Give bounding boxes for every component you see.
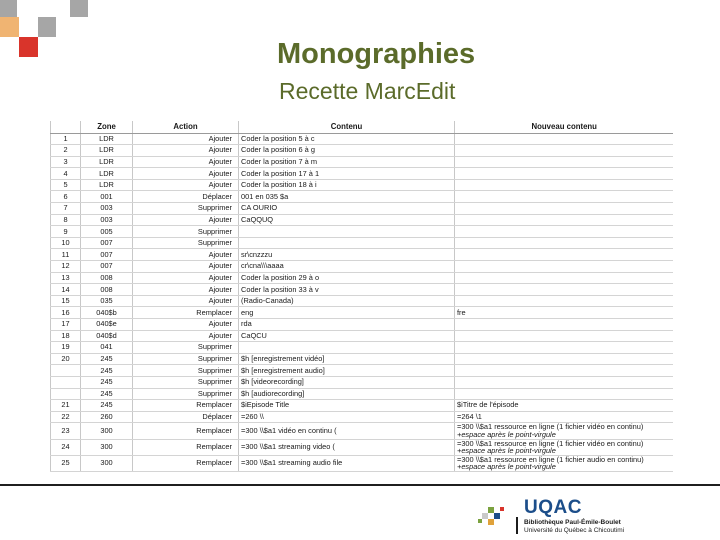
row-action: Supprimer — [133, 388, 239, 400]
red-square — [19, 37, 38, 57]
row-action: Ajouter — [133, 133, 239, 145]
row-action: Ajouter — [133, 284, 239, 296]
row-number: 1 — [51, 133, 81, 145]
row-zone: 008 — [81, 272, 133, 284]
table-row — [51, 168, 674, 180]
row-number: 19 — [51, 342, 81, 354]
row-number: 13 — [51, 272, 81, 284]
table-row — [51, 439, 674, 455]
row-contenu: cr\cna\\\aaaa — [239, 261, 455, 273]
table-row — [51, 214, 674, 226]
table-row — [51, 295, 674, 307]
row-contenu: (Radio-Canada) — [239, 295, 455, 307]
slide-subtitle: Recette MarcEdit — [279, 78, 456, 104]
row-action: Ajouter — [133, 214, 239, 226]
row-contenu: $h [audiorecording] — [239, 388, 455, 400]
row-contenu: $iEpisode Title — [239, 400, 455, 412]
table-row — [51, 226, 674, 238]
row-contenu: eng — [239, 307, 455, 319]
row-zone: 040$b — [81, 307, 133, 319]
recipe-table-container — [50, 121, 673, 490]
row-contenu: $h [videorecording] — [239, 376, 455, 388]
row-zone: 005 — [81, 226, 133, 238]
row-number: 18 — [51, 330, 81, 342]
row-number: 6 — [51, 191, 81, 203]
row-nouveau-contenu — [455, 179, 674, 191]
row-nouveau-contenu — [455, 353, 674, 365]
row-nouveau-contenu — [455, 261, 674, 273]
row-nouveau-contenu — [455, 214, 674, 226]
row-nouveau-contenu — [455, 272, 674, 284]
row-contenu: =300 \\$a1 streaming video ( — [239, 439, 455, 455]
nouveau-note: +espace après le point-virgule — [457, 429, 556, 439]
row-action: Ajouter — [133, 261, 239, 273]
row-number: 9 — [51, 226, 81, 238]
row-zone: LDR — [81, 168, 133, 180]
header-zone: Zone — [81, 121, 133, 133]
header-nouveau-contenu: Nouveau contenu — [455, 121, 674, 133]
row-contenu: =300 \\$a1 vidéo en continu ( — [239, 423, 455, 439]
row-number: 8 — [51, 214, 81, 226]
row-contenu: $h [enregistrement audio] — [239, 365, 455, 377]
row-action: Supprimer — [133, 353, 239, 365]
row-action: Supprimer — [133, 203, 239, 215]
row-contenu: Coder la position 18 à i — [239, 179, 455, 191]
row-nouveau-contenu — [455, 319, 674, 331]
row-nouveau-contenu: $iTitre de l'épisode — [455, 400, 674, 412]
row-action: Ajouter — [133, 156, 239, 168]
row-zone: 001 — [81, 191, 133, 203]
row-zone: 007 — [81, 237, 133, 249]
table-row — [51, 330, 674, 342]
uqac-logo — [474, 497, 514, 538]
row-zone: 003 — [81, 214, 133, 226]
row-contenu: =300 \\$a1 streaming audio file — [239, 455, 455, 471]
row-nouveau-contenu — [455, 156, 674, 168]
row-contenu — [239, 342, 455, 354]
row-zone: 260 — [81, 411, 133, 423]
recipe-table — [50, 121, 673, 472]
nouveau-line: =300 \\$a1 ressource en ligne (1 fichier vidéo en continu) — [457, 422, 644, 432]
header-contenu: Contenu — [239, 121, 455, 133]
table-header-row — [51, 121, 674, 133]
row-contenu: CA OURIO — [239, 203, 455, 215]
row-number: 12 — [51, 261, 81, 273]
table-row — [51, 376, 674, 388]
table-row — [51, 249, 674, 261]
row-number: 14 — [51, 284, 81, 296]
table-body — [51, 133, 674, 471]
left-edge-bar — [0, 451, 50, 484]
header-num — [51, 121, 81, 133]
row-zone: 007 — [81, 261, 133, 273]
library-line-1: Bibliothèque Paul-Émile-Boulet — [524, 519, 621, 526]
row-zone: 245 — [81, 365, 133, 377]
row-nouveau-contenu — [455, 145, 674, 157]
table-row — [51, 145, 674, 157]
row-number: 22 — [51, 411, 81, 423]
row-zone: 300 — [81, 455, 133, 471]
row-number: 5 — [51, 179, 81, 191]
row-action: Remplacer — [133, 307, 239, 319]
row-number: 4 — [51, 168, 81, 180]
row-contenu: rda — [239, 319, 455, 331]
table-row — [51, 179, 674, 191]
row-zone: 245 — [81, 376, 133, 388]
row-action: Remplacer — [133, 400, 239, 412]
gray-square — [38, 17, 56, 37]
row-zone: 040$d — [81, 330, 133, 342]
library-line-2: Université du Québec à Chicoutimi — [524, 526, 625, 534]
row-zone: 008 — [81, 284, 133, 296]
table-row — [51, 423, 674, 439]
row-zone: LDR — [81, 145, 133, 157]
row-action: Supprimer — [133, 226, 239, 238]
row-nouveau-contenu — [455, 133, 674, 145]
table-row — [51, 156, 674, 168]
row-number: 3 — [51, 156, 81, 168]
row-action: Supprimer — [133, 376, 239, 388]
row-contenu: =260 \\ — [239, 411, 455, 423]
table-row — [51, 272, 674, 284]
uqac-emblem-icon — [474, 497, 514, 533]
row-zone: 300 — [81, 439, 133, 455]
row-contenu: CaQCU — [239, 330, 455, 342]
row-nouveau-contenu — [455, 330, 674, 342]
row-action: Supprimer — [133, 365, 239, 377]
row-number: 10 — [51, 237, 81, 249]
table-row — [51, 261, 674, 273]
slide-title: Monographies — [277, 38, 476, 70]
row-nouveau-contenu — [455, 226, 674, 238]
row-number: 24 — [51, 439, 81, 455]
row-nouveau-contenu — [455, 455, 674, 471]
row-zone: 245 — [81, 400, 133, 412]
table-row — [51, 353, 674, 365]
row-contenu: sr\cnzzzu — [239, 249, 455, 261]
nouveau-line: =300 \\$a1 ressource en ligne (1 fichier vidéo en continu) — [457, 439, 644, 448]
table-row — [51, 342, 674, 354]
row-number: 16 — [51, 307, 81, 319]
row-action: Ajouter — [133, 179, 239, 191]
row-zone: LDR — [81, 133, 133, 145]
row-contenu: 001 en 035 $a — [239, 191, 455, 203]
row-action: Ajouter — [133, 330, 239, 342]
row-zone: 300 — [81, 423, 133, 439]
row-contenu: Coder la position 7 à m — [239, 156, 455, 168]
table-row — [51, 203, 674, 215]
gray-square — [70, 0, 88, 17]
row-number: 20 — [51, 353, 81, 365]
footer-rule — [0, 484, 720, 486]
row-nouveau-contenu — [455, 388, 674, 400]
row-nouveau-contenu — [455, 376, 674, 388]
table-row — [51, 400, 674, 412]
nouveau-line: =300 \\$a1 ressource en ligne (1 fichier audio en continu) — [457, 455, 644, 464]
row-action: Ajouter — [133, 249, 239, 261]
row-number: 21 — [51, 400, 81, 412]
table-row — [51, 319, 674, 331]
row-number: 17 — [51, 319, 81, 331]
table-row — [51, 455, 674, 471]
nouveau-note: +espace après le point-virgule — [457, 462, 556, 472]
row-number: 15 — [51, 295, 81, 307]
row-nouveau-contenu: fre — [455, 307, 674, 319]
row-nouveau-contenu — [455, 423, 674, 439]
row-action: Ajouter — [133, 272, 239, 284]
row-action: Remplacer — [133, 455, 239, 471]
row-contenu: $h [enregistrement vidéo] — [239, 353, 455, 365]
row-contenu: CaQQUQ — [239, 214, 455, 226]
row-action: Supprimer — [133, 237, 239, 249]
row-nouveau-contenu: =264 \1 — [455, 411, 674, 423]
row-action: Ajouter — [133, 145, 239, 157]
uqac-logo-text: UQAC — [524, 497, 582, 518]
header-action: Action — [133, 121, 239, 133]
row-number — [51, 365, 81, 377]
row-nouveau-contenu — [455, 439, 674, 455]
row-contenu: Coder la position 6 à g — [239, 145, 455, 157]
row-number: 7 — [51, 203, 81, 215]
row-nouveau-contenu — [455, 203, 674, 215]
row-action: Ajouter — [133, 295, 239, 307]
row-nouveau-contenu — [455, 191, 674, 203]
row-action: Déplacer — [133, 411, 239, 423]
row-nouveau-contenu — [455, 284, 674, 296]
row-contenu: Coder la position 17 à 1 — [239, 168, 455, 180]
table-row — [51, 411, 674, 423]
row-nouveau-contenu — [455, 365, 674, 377]
row-nouveau-contenu — [455, 168, 674, 180]
row-number — [51, 388, 81, 400]
row-zone: 041 — [81, 342, 133, 354]
row-action: Ajouter — [133, 319, 239, 331]
row-zone: 245 — [81, 353, 133, 365]
row-action: Ajouter — [133, 168, 239, 180]
row-contenu: Coder la position 5 à c — [239, 133, 455, 145]
row-number: 23 — [51, 423, 81, 439]
table-row — [51, 307, 674, 319]
gray-square — [0, 0, 17, 17]
row-number: 11 — [51, 249, 81, 261]
row-action: Remplacer — [133, 423, 239, 439]
row-zone: 007 — [81, 249, 133, 261]
row-contenu — [239, 237, 455, 249]
library-name — [524, 519, 674, 534]
row-nouveau-contenu — [455, 342, 674, 354]
row-zone: 035 — [81, 295, 133, 307]
logo-divider — [516, 517, 518, 534]
row-zone: LDR — [81, 179, 133, 191]
row-nouveau-contenu — [455, 249, 674, 261]
row-number: 2 — [51, 145, 81, 157]
table-row — [51, 388, 674, 400]
table-row — [51, 237, 674, 249]
table-row — [51, 284, 674, 296]
row-action: Déplacer — [133, 191, 239, 203]
row-zone: 040$e — [81, 319, 133, 331]
table-row — [51, 191, 674, 203]
row-number: 25 — [51, 455, 81, 471]
row-nouveau-contenu — [455, 295, 674, 307]
row-number — [51, 376, 81, 388]
orange-square — [0, 17, 19, 37]
row-contenu: Coder la position 29 à o — [239, 272, 455, 284]
table-row — [51, 133, 674, 145]
row-nouveau-contenu — [455, 237, 674, 249]
row-contenu: Coder la position 33 à v — [239, 284, 455, 296]
row-action: Remplacer — [133, 439, 239, 455]
row-contenu — [239, 226, 455, 238]
row-zone: 245 — [81, 388, 133, 400]
row-zone: LDR — [81, 156, 133, 168]
row-action: Supprimer — [133, 342, 239, 354]
nouveau-note: +espace après le point-virgule — [457, 446, 556, 456]
table-row — [51, 365, 674, 377]
row-zone: 003 — [81, 203, 133, 215]
